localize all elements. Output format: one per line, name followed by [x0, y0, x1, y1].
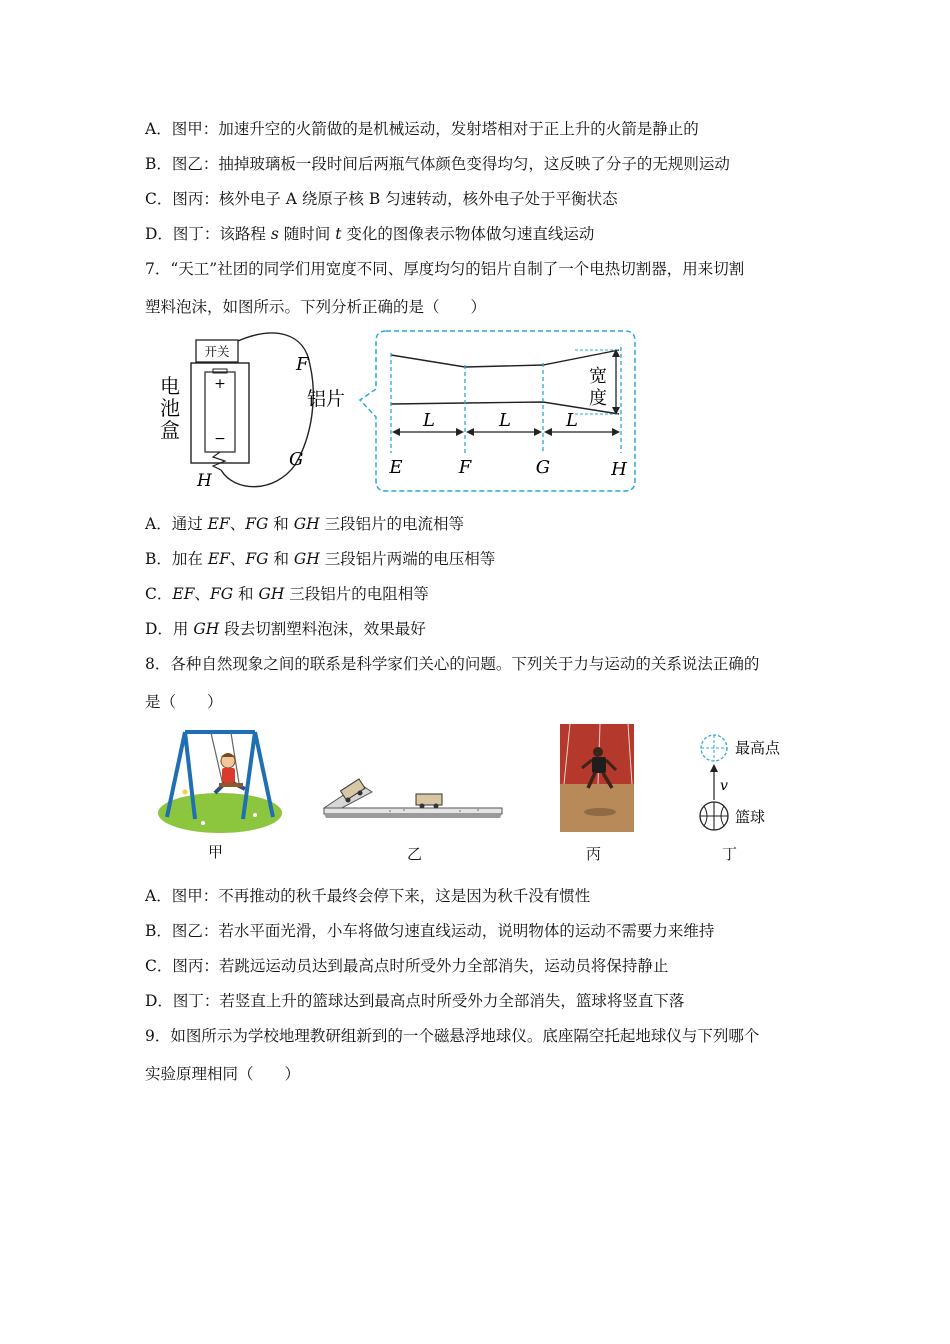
- q7-a-post: 三段铝片的电流相等: [319, 515, 465, 533]
- box-label-3: 盒: [160, 418, 180, 442]
- foil-top-edge: [391, 350, 619, 367]
- foil-label: 铝片: [307, 388, 346, 410]
- q7-c-and: 和: [233, 585, 259, 603]
- q7-b-sep: 、: [229, 550, 246, 568]
- q7-option-a: [145, 513, 464, 535]
- caption-jia: 甲: [208, 843, 224, 861]
- wire-point-f: F: [296, 354, 309, 375]
- q6-d-post: 变化的图像表示物体做匀速直线运动: [341, 225, 595, 243]
- plane-cart-wheel-2: [434, 804, 439, 809]
- surface-edge: [324, 814, 502, 818]
- dim-fg-right-head: [534, 428, 542, 436]
- ramp-figure: [320, 770, 505, 822]
- athlete-body: [592, 757, 606, 773]
- q9-stem-line2: 实验原理相同（ ）: [145, 1065, 301, 1083]
- q7-c-post: 三段铝片的电阻相等: [284, 585, 429, 603]
- velocity-arrowhead: [710, 764, 718, 772]
- caption-ding: 丁: [722, 845, 738, 863]
- sand-splash: [584, 808, 616, 816]
- q9-stem-line1: 9．如图所示为学校地理教研组新到的一个磁悬浮地球仪。底座隔空托起地球仪与下列哪个: [145, 1027, 760, 1045]
- battery-minus: −: [214, 431, 226, 447]
- caption-yi: 乙: [407, 845, 423, 863]
- q7-c-fg: FG: [209, 585, 234, 603]
- q8-option-c: C．图丙：若跳远运动员达到最高点时所受外力全部消失，运动员将保持静止: [145, 957, 669, 975]
- q7-c-pre: C．: [145, 585, 173, 603]
- q7-b-post: 三段铝片两端的电压相等: [319, 550, 496, 568]
- q7-option-c: [145, 583, 429, 605]
- battery-plus: +: [214, 376, 226, 392]
- grass-patch: [158, 793, 282, 833]
- sand-dot: [403, 809, 405, 811]
- dim-ef-left-head: [392, 428, 400, 436]
- q7-c-sep: 、: [194, 585, 210, 603]
- box-label-2: 池: [160, 396, 180, 420]
- top-point-label: 最高点: [735, 739, 781, 757]
- child-hair: [221, 753, 235, 757]
- plane-cart-wheel-1: [420, 804, 425, 809]
- q7-c-ef: EF: [172, 585, 195, 603]
- q7-a-gh: GH: [293, 515, 320, 533]
- spring-contact: [213, 452, 225, 470]
- width-label-1: 宽: [589, 366, 607, 387]
- q8-stem-line2: 是（ ）: [145, 693, 223, 711]
- dim-fg-label: L: [499, 410, 511, 431]
- dim-fg-left-head: [466, 428, 474, 436]
- axis-label-g: G: [535, 457, 551, 478]
- velocity-label: v: [720, 778, 728, 794]
- q7-a-fg: FG: [245, 515, 269, 533]
- q8-option-a: A．图甲：不再推动的秋千最终会停下来，这是因为秋千没有惯性: [145, 887, 591, 905]
- dim-ef-label: L: [423, 410, 435, 431]
- q7-b-ef: EF: [207, 550, 230, 568]
- width-label-2: 度: [589, 388, 607, 409]
- dim-gh-right-head: [612, 428, 620, 436]
- q7-d-pre: D．用: [145, 620, 194, 638]
- flower-3: [201, 821, 205, 825]
- sand-dot: [389, 810, 391, 812]
- wire-point-h: H: [197, 471, 212, 491]
- sand-pit: [560, 784, 634, 832]
- q6-d-s: s: [270, 225, 279, 243]
- q7-b-gh: GH: [293, 550, 320, 568]
- cart-on-plane: [416, 794, 442, 805]
- q7-a-ef: EF: [207, 515, 230, 533]
- q7-option-b: [145, 548, 495, 570]
- q7-a-sep: 、: [229, 515, 246, 533]
- dim-gh-label: L: [566, 410, 578, 431]
- basketball-label: 篮球: [735, 808, 766, 826]
- q6-option-b: B．图乙：抽掉玻璃板一段时间后两瓶气体颜色变得均匀，这反映了分子的无规则运动: [145, 155, 730, 173]
- q6-option-a: A．图甲：加速升空的火箭做的是机械运动，发射塔相对于正上升的火箭是静止的: [145, 120, 699, 138]
- flower-2: [253, 813, 257, 817]
- horizontal-surface: [324, 808, 502, 814]
- axis-label-f: F: [458, 457, 472, 478]
- q6-d-mid: 随时间: [278, 225, 336, 243]
- q7-b-pre: B．加在: [145, 550, 208, 568]
- dim-gh-left-head: [544, 428, 552, 436]
- long-jump-photo: [560, 724, 634, 832]
- box-label-1: 电: [160, 374, 180, 398]
- q7-stem-line2: 塑料泡沫，如图所示。下列分析正确的是（ ）: [145, 298, 487, 316]
- q7-d-post: 段去切割塑料泡沫，效果最好: [219, 620, 426, 638]
- q6-d-pre: D．图丁：该路程: [145, 225, 271, 243]
- q7-option-d: [145, 618, 426, 640]
- q8-stem-line1: 8．各种自然现象之间的联系是科学家们关心的问题。下列关于力与运动的关系说法正确的: [145, 655, 760, 673]
- axis-label-h: H: [611, 459, 627, 480]
- swing-figure: [155, 727, 285, 835]
- caption-bing: 丙: [586, 845, 602, 863]
- q8-option-b: B．图乙：若水平面光滑，小车将做匀速直线运动，说明物体的运动不需要力来维持: [145, 922, 715, 940]
- ramp-cart-wheel-2: [358, 791, 363, 796]
- q7-b-fg: FG: [245, 550, 269, 568]
- q8-option-d: D．图丁：若竖直上升的篮球达到最高点时所受外力全部消失，篮球将竖直下落: [145, 992, 685, 1010]
- sand-dot: [477, 809, 479, 811]
- sand-dot: [459, 810, 461, 812]
- q7-c-gh: GH: [258, 585, 285, 603]
- q7-a-pre: A．通过: [145, 515, 208, 533]
- dim-ef-right-head: [456, 428, 464, 436]
- q7-d-gh: GH: [193, 620, 220, 638]
- q6-option-c: C．图丙：核外电子 A 绕原子核 B 匀速转动，核外电子处于平衡状态: [145, 190, 618, 208]
- switch-label: 开关: [204, 344, 230, 359]
- q7-stem-line1: 7．“天工”社团的同学们用宽度不同、厚度均匀的铝片自制了一个电热切割器，用来切割: [145, 260, 745, 278]
- child-shirt: [222, 768, 235, 783]
- axis-label-e: E: [389, 457, 403, 478]
- ramp-cart-wheel-1: [346, 798, 351, 803]
- flower-1: [183, 790, 188, 795]
- athlete-head: [593, 747, 603, 757]
- q7-cutter-figure: [155, 325, 645, 497]
- q6-option-d: [145, 223, 594, 245]
- q7-b-and: 和: [268, 550, 294, 568]
- q6-d-t: t: [335, 225, 342, 243]
- basketball-figure: [690, 730, 800, 836]
- q7-a-and: 和: [268, 515, 294, 533]
- wire-point-g: G: [289, 449, 304, 470]
- swing-seat: [219, 783, 243, 787]
